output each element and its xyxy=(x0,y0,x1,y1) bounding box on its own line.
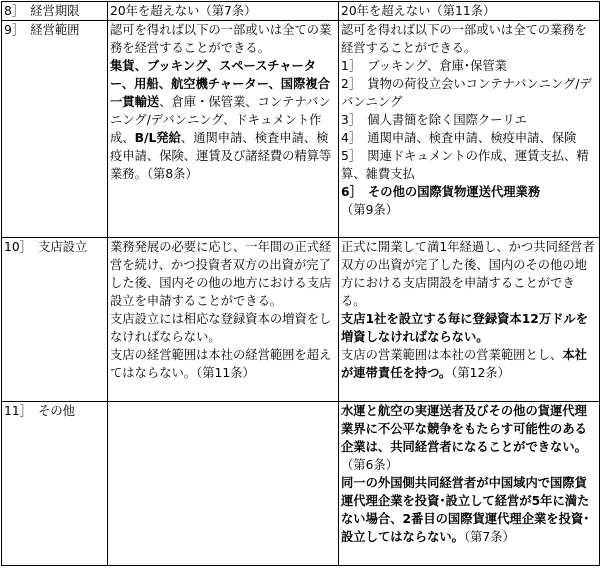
other-col3-bold2: 同一の外国側共同経営者が中国域内で国際貨運代理企業を投資･設立して経営が5年に満たない場合、2番目の国際貨運代理企業を投資･設立してはならない。 xyxy=(341,476,590,544)
row-label-scope: 9］ 経営範囲 xyxy=(2,21,108,238)
scope-col2-bold2: B/L発給 xyxy=(134,131,181,145)
branch-col2-p1: 業務発展の必要に応じ、一年間の正式経営を続け、かつ投資者双方の出資が完了した後、国内その他の地方における支店設立を申請することができる。 xyxy=(110,240,332,308)
other-col3-tail1: （第6条） xyxy=(341,458,399,472)
scope-col3-intro: 認可を得れば以下の一部或いは全ての業務を経営することができる。 xyxy=(341,23,587,55)
branch-col2-p3: 支店の経営範囲は本社の経営範囲を超えてはならない。（第11条） xyxy=(110,348,332,380)
branch-cell-col2 xyxy=(108,238,339,402)
scope-col3-tail: （第9条） xyxy=(341,203,399,217)
scope-col3-item: 2］ 貨物の荷役立会いコンテナバンニング/デバンニング xyxy=(341,77,592,109)
branch-col2-p2: 支店設立には相応な登録資本の増資をしなければならない。 xyxy=(110,312,332,344)
row-label-other: 11］ その他 xyxy=(2,402,108,566)
other-cell-col2 xyxy=(108,402,339,566)
branch-col3-p2a: 支店の営業範囲は本社の営業範囲とし、 xyxy=(341,348,563,362)
table-row xyxy=(2,238,600,402)
scope-col2-intro: 認可を得れば以下の一部或いは全ての業務を経営することができる。 xyxy=(110,23,332,55)
other-col3-bold1: 水運と航空の実運送者及びその他の貨運代理業界に不公平な競争をもたらす可能性のある企業は、共同経営者になることができない。 xyxy=(341,404,587,454)
scope-col3-item: 3］ 個人書簡を除く国際クーリエ xyxy=(341,113,527,127)
scope-cell-col2 xyxy=(108,21,339,238)
scope-col2-end: 、通関申請、検査申請、検疫申請、保険、運賃及び諸経費の精算等業務。（第8条） xyxy=(110,131,332,181)
row-label-branch: 10］ 支店設立 xyxy=(2,238,108,402)
scope-col3-item: 5］ 関連ドキュメントの作成、運賃支払、精算、雑費支払 xyxy=(341,149,589,181)
table-row xyxy=(2,2,600,21)
branch-col3-p1: 正式に開業して満1年経過し、かつ共同経営者双方の出資が完了した後、国内のその他の地方における支店開設を申請することができる。 xyxy=(341,240,595,308)
scope-col2-bold1: 集貨、ブッキング、スペースチャーター、用船、航空機チャーター、国際複合一貫輸送 xyxy=(110,59,330,109)
scope-col3-item: 4］ 通関申請、検査申請、検疫申請、保険 xyxy=(341,131,577,145)
other-cell-col3 xyxy=(339,402,600,566)
scope-col3-item: 1］ ブッキング、倉庫･保管業 xyxy=(341,59,507,73)
branch-col3-bold1: 支店1社を設立する毎に登録資本12万ドルを増資しなければならない。 xyxy=(341,312,589,344)
branch-col3-p2b: （第12条） xyxy=(451,366,510,380)
other-col3-tail2: （第7条） xyxy=(463,530,515,544)
term-cell-col3: 20年を超えない（第11条） xyxy=(339,2,600,21)
comparison-table xyxy=(1,1,600,566)
row-label-term: 8］ 経営期限 xyxy=(2,2,108,21)
scope-col3-bold: 6］ その他の国際貨物運送代理業務 xyxy=(341,185,541,199)
branch-cell-col3 xyxy=(339,238,600,402)
branch-col3-bold2: 本社が連帯責任を持つ。 xyxy=(341,348,587,380)
scope-cell-col3 xyxy=(339,21,600,238)
table-row xyxy=(2,402,600,566)
term-cell-col2: 20年を超えない（第7条） xyxy=(108,2,339,21)
scope-col2-mid1: 、倉庫・保管業、コンテナバンニング/デバンニング、ドキュメント作成、 xyxy=(110,95,331,145)
table-row xyxy=(2,21,600,238)
